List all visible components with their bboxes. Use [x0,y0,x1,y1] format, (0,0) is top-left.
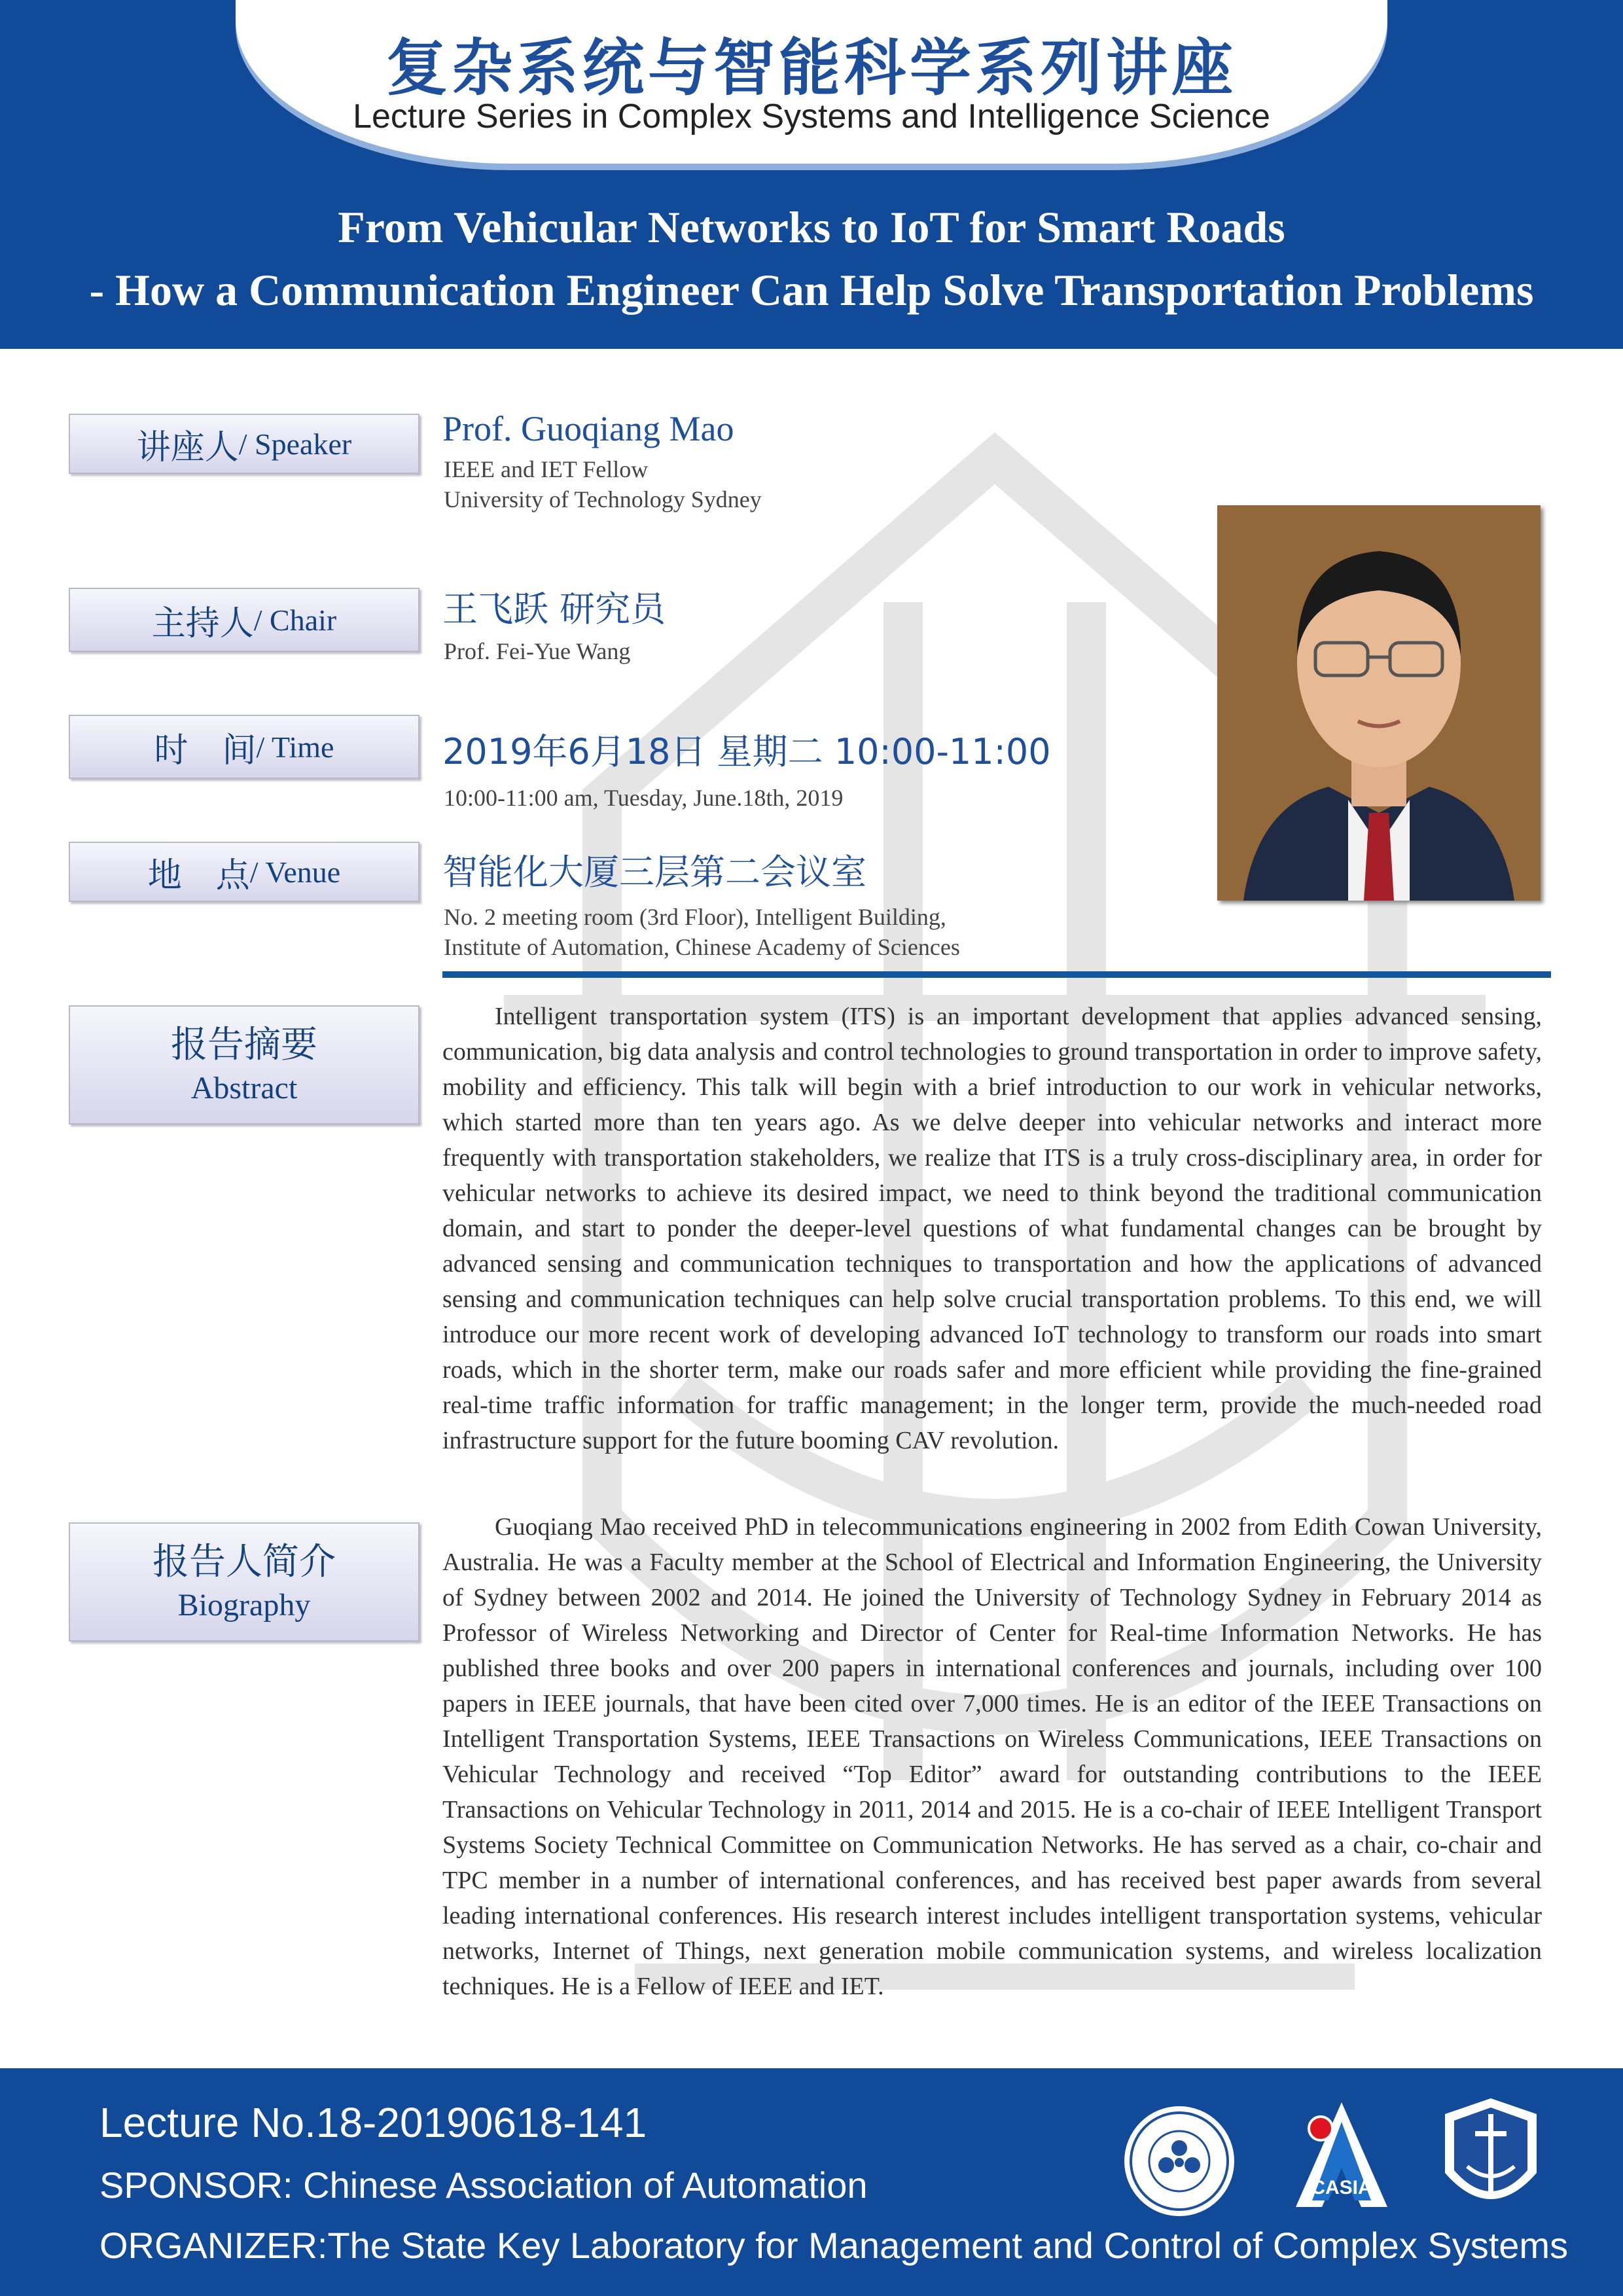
speaker-label-cn: 讲座人 [136,427,239,467]
biography-label-cn: 报告人简介 [152,1541,336,1583]
speaker-title: IEEE and IET Fellow [444,456,649,482]
venue-main: 智能化大厦三层第二会议室 [442,852,866,893]
abstract-label-cn: 报告摘要 [171,1024,317,1066]
venue-label [69,842,419,902]
abstract-label-en: Abstract [190,1071,298,1105]
time-main: 2019年6月18日 星期二 10:00-11:00 [442,731,1051,772]
abstract-text: Intelligent transportation system (ITS) is an important development that applies advanced sensing, communication, big data analysis and control technologies to ground transportation in order to improve safety, mobility and efficiency. This talk will begin with a brief introduction to our work in vehicular networks, which started more than ten years ago. As we delve deeper into vehicular networks and interact more frequently with transportation stakeholders, we realize that ITS is a truly cross-disciplinary area, in order for vehicular networks to achieve its desired impact, we need to think beyond the traditional communication domain, and start to ponder the deeper-level questions of what fundamental changes can be brought by advanced sensing and communication techniques to transportation and how the applications of advanced sensing and communication techniques can help solve crucial transportation problems. To this end, we will introduce our more recent work of developing advanced IoT technology to transform our roads into smart roads, which in the shorter term, make our roads safer and more efficient while providing the fine-grained real-time traffic information for traffic management; in the longer term, provide the much-needed road infrastructure support for the future booming CAV revolution. [442,1003,1542,1454]
header-banner [0,0,1623,349]
time-label [69,715,419,779]
venue-sub-2: Institute of Automation, Chinese Academy of Sciences [444,934,960,960]
sponsor-text: SPONSOR: Chinese Association of Automation [99,2164,868,2206]
lecture-number: Lecture No.18-20190618-141 [99,2099,647,2146]
speaker-portrait-icon [1217,505,1541,901]
abstract-label [69,1005,419,1124]
biography-label-en: Biography [177,1588,311,1623]
series-title-chinese: 复杂系统与智能科学系列讲座 [385,33,1237,104]
speaker-label-en: / Speaker [238,427,352,461]
biography-text: Guoqiang Mao received PhD in telecommunications engineering in 2002 from Edith Cowan University, Australia. He was a Faculty member at the School of Electrical and Information Engineering, the University of Sydney between 2002 and 2014. He joined the University of Technology Sydney in February 2014 as Professor of Wireless Networking and Director of Center for Real-time Information Networks. He has published three books and over 200 papers in international conferences and journals, including over 100 papers in IEEE journals, that have been cited over 7,000 times. He is an editor of the IEEE Transactions on Intelligent Transportation Systems, IEEE Transactions on Wireless Communications, IEEE Transactions on Vehicular Technology and received “Top Editor” award for outstanding contributions to the IEEE Transactions on Vehicular Technology in 2011, 2014 and 2015. He is a co-chair of IEEE Intelligent Transport Systems Society Technical Committee on Communication Networks. He has served as a chair, co-chair and TPC member in a number of international conferences, and has received best paper awards from several leading international conferences. His research interest includes intelligent transportation systems, vehicular networks, Internet of Things, next generation mobile communication systems, and wireless localization techniques. He is a Fellow of IEEE and IET. [442,1513,1542,2000]
speaker-affiliation: University of Technology Sydney [444,486,762,512]
lecture-title-line-2: - How a Communication Engineer Can Help Solve Transportation Problems [89,265,1534,315]
casia-logo-icon [1283,2096,1400,2220]
section-divider [442,971,1551,978]
venue-sub-1: No. 2 meeting room (3rd Floor), Intelligent Building, [444,904,946,930]
series-title-tab [236,0,1387,164]
chair-label-cn: 主持人 [151,603,254,643]
time-sub: 10:00-11:00 am, Tuesday, June.18th, 2019 [444,785,844,811]
lecture-title-line-1: From Vehicular Networks to IoT for Smart Roads [338,202,1285,252]
organizer-text: ORGANIZER:The State Key Laboratory for Management and Control of Complex Systems [99,2225,1569,2266]
cas-logo-icon [1120,2102,1238,2220]
venue-label-cn: 地 点 [147,855,250,895]
chair-name-cn: 王飞跃 研究员 [442,588,666,630]
time-label-cn: 时 间 [154,730,257,770]
speaker-photo [1217,505,1541,901]
casia-logo-text: CASIA [1311,2177,1372,2198]
venue-label-en: / Venue [249,855,341,889]
chair-name-en: Prof. Fei-Yue Wang [444,638,631,664]
lab-shield-logo-icon [1438,2094,1543,2223]
time-label-en: / Time [256,730,334,764]
footer-banner [0,2068,1623,2296]
speaker-label [69,414,419,474]
series-title-english: Lecture Series in Complex Systems and Intelligence Science [353,98,1270,135]
chair-label [69,588,419,652]
chair-label-en: / Chair [253,603,337,637]
biography-label [69,1522,419,1641]
speaker-name: Prof. Guoqiang Mao [442,409,734,448]
